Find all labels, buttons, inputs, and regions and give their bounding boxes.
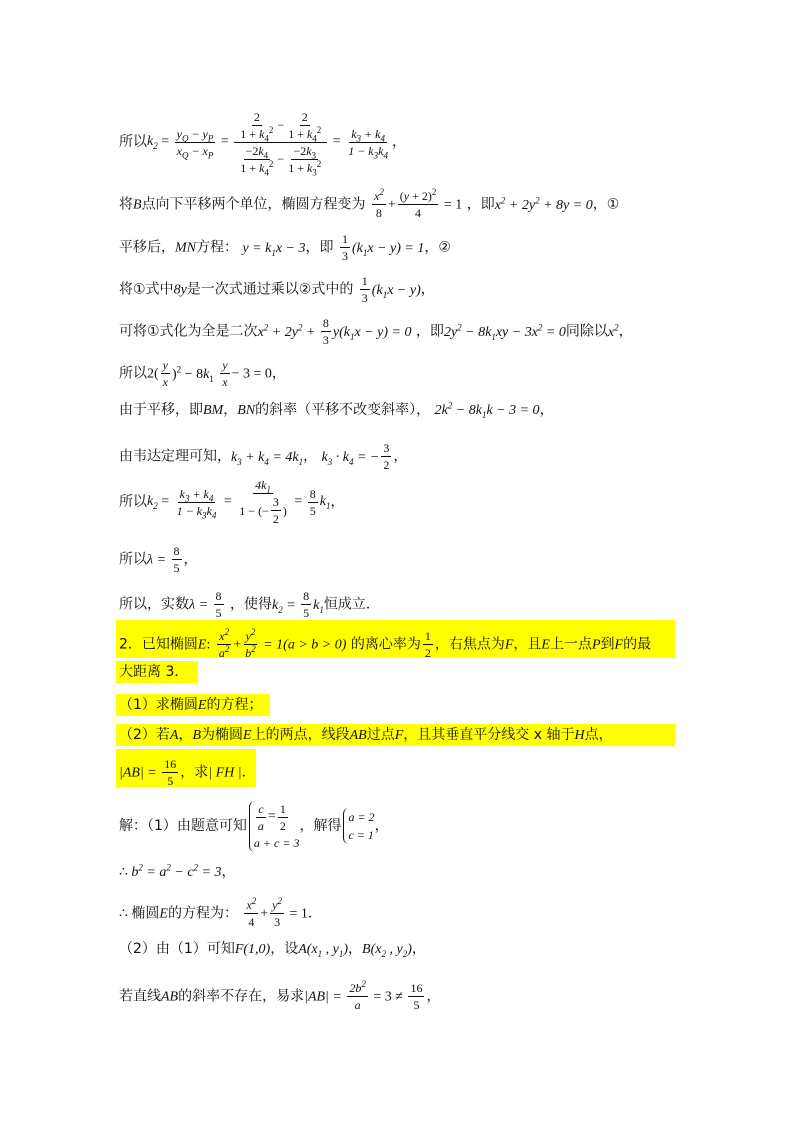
line-quadratic: 可将①式化为全是二次$x^2 + 2y^2$ + $\frac{8}{3}$ $y(k_1x - y) = 0$ ，即$2y^2 - 8k_1xy - 3x^2 = 0$同除以$x^2$， [119, 316, 633, 347]
line-ratio-equation: 所以2( $\frac{y}{x}$ )$^2 - 8k_1$ $\frac{y}{x}$ − 3 = 0， [119, 358, 286, 389]
solution-slope-case: 若直线AB的斜率不存在，易求|AB| = $\frac{2b^2}{a}$ = 3 ≠ $\frac{16}{5}$ ， [119, 979, 441, 1012]
compound-fraction: $\frac{2}{1 + k_4^2}$ − $\frac{2}{1 + k_4^2}$ $\frac{-2k_4}{1 + k_4^2}$ − $\frac{-2k_3}{1 + k_3^2}$ [234, 109, 327, 176]
question-2-continued: 大距离 3． [119, 664, 189, 680]
line-k2-result: 所以 $k_2$ = $\frac{k_3 + k_4}{1 - k_3k_4}$ = $4k_1$ 1 − (− $\frac{3}{2}$ ) = $\frac{8}{5}$ $k_1$ ， [119, 478, 345, 526]
solution-part-1: 解：（1）由题意可知 $\frac{c}{a}$ = $\frac{1}{2}$ a + c = 3 ，解得 a = 2 c = 1 ， [119, 801, 389, 850]
solution-part-2: （2）由（1）可知F(1,0)，设$A(x_1$ , $y_1$)，$B(x_2$ , $y_2$)， [119, 941, 426, 959]
line-k2-expression: 所以 $k_2$ = $\frac{y_Q - y_P}{x_Q - x_P}$ = $\frac{2}{1 + k_4^2}$ − $\frac{2}{1 + k_4^2}$ $\frac{-2k_4}{1 + k_4^2}$ − $\frac{-2k_3}{1 + k_3^2}$ = $\frac{k_3 + k_4}{1 - k_3k_4}$ ， [119, 109, 406, 177]
line-mn-equation: 平移后，MN方程： $y = k_1x - 3$，即 $\frac{1}{3}$ $(k_1x - y) = 1$，② [119, 232, 451, 263]
line-translate-ellipse: 将B点向下平移两个单位，椭圆方程变为 $\frac{x^2}{8}$ + $\frac{(y + 2)^2}{4}$ = 1 ，即$x^2 + 2y^2 + 8y = 0$，① [119, 187, 620, 220]
line-slope-equation: 由于平移，即BM，BN的斜率（平移不改变斜率）， $2k^2 - 8k_1k - 3 = 0$， [119, 400, 554, 420]
text: 所以 [119, 134, 147, 150]
question-2-part-1: （1）求椭圆E的方程； [119, 697, 263, 713]
question-2-part-2: （2）若A，B为椭圆E上的两点，线段AB过点F，且其垂直平分线交 x 轴于H点， [119, 727, 613, 743]
line-homogenize: 将①式中8y是一次式通过乘以②式中的 $\frac{1}{3}$ $(k_1x - y)$， [119, 274, 435, 305]
solution-b-squared: ∴ $b^2 = a^2 - c^2 = 3$， [119, 862, 236, 880]
question-2-part-2-cont: |AB| = $\frac{16}{5}$ ，求| FH |． [119, 757, 256, 788]
question-2-statement: 2．已知椭圆E: $\frac{x^2}{a^2}$ + $\frac{y^2}{b^2}$ = 1(a > b > 0) 的离心率为 $\frac{1}{2}$ ，右焦点为F，且E上一点P到F的最 [119, 627, 652, 660]
solution-ellipse-equation: ∴ 椭圆E的方程为： $\frac{x^2}{4}$ + $\frac{y^2}{3}$ = 1． [119, 896, 322, 929]
line-conclusion: 所以，实数λ = $\frac{8}{5}$ ，使得$k_2$ = $\frac{8}{5}$ $k_1$恒成立． [119, 589, 380, 620]
math: $k_2$ [147, 134, 158, 151]
line-lambda: 所以λ = $\frac{8}{5}$ ， [119, 544, 198, 575]
line-vieta: 由韦达定理可知，$k_3 + k_4 = 4k_1$， $k_3 \cdot k_4$ = − $\frac{3}{2}$ ， [119, 441, 408, 472]
